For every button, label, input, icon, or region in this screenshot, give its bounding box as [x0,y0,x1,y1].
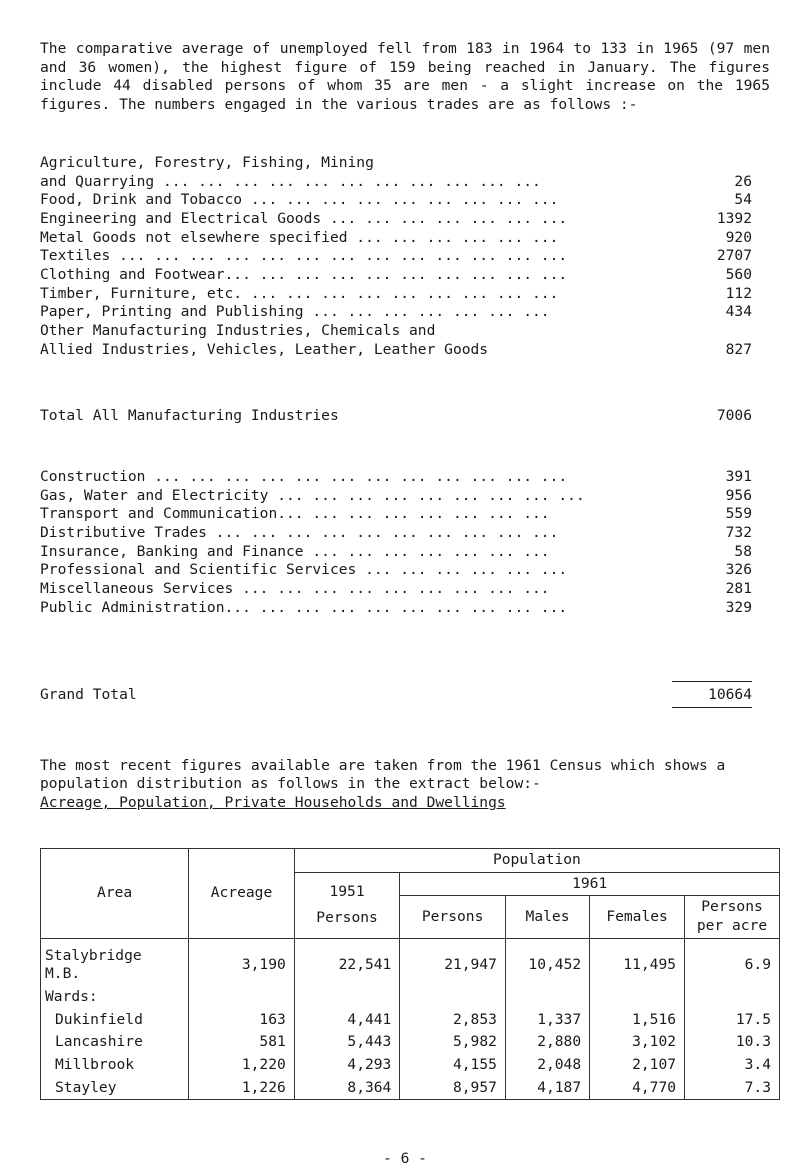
table-row [41,1009,780,1032]
cell-males: 2,048 [505,1054,589,1077]
service-row [40,543,752,562]
service-row [40,505,752,524]
cell-per-acre: 7.3 [685,1077,780,1100]
census-paragraph: The most recent figures available are taken from the 1961 Census which shows a population distribution as follows in the extract below:- [40,756,726,793]
trade-value: 54 [734,191,752,209]
header-persons-per-acre: Persons per acre [685,896,780,938]
header-1951-persons: Persons [316,909,378,927]
table-row [41,986,780,1009]
trade-label: Agriculture, Forestry, Fishing, Mining [40,154,374,171]
service-value: 326 [725,561,752,579]
header-persons: Persons [400,896,506,938]
trade-row [40,285,752,304]
trade-label: Textiles ... ... ... ... ... ... ... ... ... ... ... ... ... [40,247,568,265]
total-manufacturing-label: Total All Manufacturing Industries [40,407,339,424]
service-label: Miscellaneous Services ... ... ... ... ... ... ... ... ... [40,580,550,598]
cell-persons: 21,947 [400,938,506,986]
cell-area: Stayley [41,1077,189,1100]
cell-acreage [189,986,295,1009]
grand-total-top-rule [672,681,752,682]
trade-value: 2707 [716,247,752,265]
header-males: Males [505,896,589,938]
header-females: Females [590,896,685,938]
trade-row [40,173,752,192]
service-label: Construction ... ... ... ... ... ... ... ... ... ... ... ... [40,468,568,485]
trade-label: Clothing and Footwear... ... ... ... ... ... ... ... ... ... [40,266,568,284]
header-population: Population [294,849,779,873]
trade-label: Other Manufacturing Industries, Chemicals and [40,322,436,340]
header-1951-year: 1951 [329,882,365,900]
document-page [40,40,771,1167]
cell-p1951: 8,364 [294,1077,400,1100]
trade-row [40,191,752,210]
service-row [40,561,752,580]
trade-row [40,303,752,322]
cell-area: Stalybridge M.B. [41,938,189,986]
service-row [40,487,752,506]
grand-total-row [40,681,752,708]
trade-value: 920 [725,228,752,246]
intro-paragraph: The comparative average of unemployed fell from 183 in 1964 to 133 in 1965 (97 men and 36 women), the highest figure of 159 being reached in January. The figures include 44 disabled persons of whom 35 are men - a slight increase on the 1965 figures. The numbers engaged in the various trades are as follows :- [40,40,770,114]
trade-label: Engineering and Electrical Goods ... ... ... ... ... ... ... [40,210,568,228]
cell-per-acre: 3.4 [685,1054,780,1077]
trade-value: 112 [725,284,752,302]
trade-value: 434 [725,303,752,321]
cell-p1951: 22,541 [294,938,400,986]
service-value: 329 [725,598,752,616]
cell-per-acre: 6.9 [685,938,780,986]
manufacturing-list [40,154,752,359]
grand-total-value: 10664 [708,686,752,703]
services-list [40,468,752,617]
cell-p1951: 4,441 [294,1009,400,1032]
cell-p1951 [294,986,400,1009]
cell-area: Dukinfield [41,1009,189,1032]
grand-total-label: Grand Total [40,686,137,703]
cell-acreage: 581 [189,1031,295,1054]
cell-per-acre: 17.5 [685,1009,780,1032]
trade-value: 26 [734,172,752,190]
cell-males: 4,187 [505,1077,589,1100]
cell-females: 11,495 [590,938,685,986]
service-value: 58 [734,542,752,560]
trade-row [40,322,752,341]
trade-row [40,154,752,173]
cell-p1951: 5,443 [294,1031,400,1054]
cell-females: 1,516 [590,1009,685,1032]
population-table [40,848,780,1100]
cell-acreage: 1,220 [189,1054,295,1077]
cell-area: Millbrook [41,1054,189,1077]
service-value: 281 [725,580,752,598]
cell-persons [400,986,506,1009]
cell-males: 10,452 [505,938,589,986]
trade-label: Allied Industries, Vehicles, Leather, Leather Goods [40,340,489,358]
cell-females: 2,107 [590,1054,685,1077]
cell-p1951: 4,293 [294,1054,400,1077]
cell-persons: 4,155 [400,1054,506,1077]
trade-row [40,266,752,285]
trade-label: Timber, Furniture, etc. ... ... ... ... ... ... ... ... ... [40,284,559,302]
service-row [40,468,752,487]
cell-acreage: 163 [189,1009,295,1032]
cell-area: Lancashire [41,1031,189,1054]
population-table-body [41,938,780,1100]
service-label: Public Administration... ... ... ... ... ... ... ... ... ... [40,598,568,616]
cell-males: 1,337 [505,1009,589,1032]
cell-males: 2,880 [505,1031,589,1054]
cell-per-acre [685,986,780,1009]
header-area: Area [41,849,189,939]
total-manufacturing-row [40,407,752,426]
grand-total-bottom-rule [672,707,752,708]
cell-persons: 2,853 [400,1009,506,1032]
header-1951 [294,872,400,938]
service-row [40,580,752,599]
cell-area: Wards: [41,986,189,1009]
total-manufacturing-value: 7006 [716,407,752,424]
trade-row [40,341,752,360]
trade-value: 1392 [716,210,752,228]
cell-females: 3,102 [590,1031,685,1054]
service-label: Insurance, Banking and Finance ... ... ... ... ... ... ... [40,542,550,560]
table-row [41,938,780,986]
table-heading: Acreage, Population, Private Households and Dwellings [40,794,506,811]
cell-females [590,986,685,1009]
trade-label: Food, Drink and Tobacco ... ... ... ... ... ... ... ... ... [40,191,559,209]
table-row [41,1077,780,1100]
trade-value: 560 [725,266,752,284]
cell-persons: 5,982 [400,1031,506,1054]
service-label: Gas, Water and Electricity ... ... ... ... ... ... ... ... ... [40,486,585,504]
trade-row [40,247,752,266]
service-row [40,599,752,618]
service-row [40,524,752,543]
cell-acreage: 1,226 [189,1077,295,1100]
trade-label: and Quarrying ... ... ... ... ... ... ... ... ... ... ... [40,172,541,190]
page-number: - 6 - [383,1150,427,1167]
service-label: Professional and Scientific Services ... ... ... ... ... ... [40,561,568,579]
table-row [41,1054,780,1077]
service-value: 391 [725,468,752,485]
service-value: 956 [725,486,752,504]
header-1961: 1961 [400,872,780,896]
cell-females: 4,770 [590,1077,685,1100]
trade-label: Metal Goods not elsewhere specified ... ... ... ... ... ... [40,228,559,246]
cell-acreage: 3,190 [189,938,295,986]
cell-persons: 8,957 [400,1077,506,1100]
service-value: 732 [725,524,752,542]
cell-per-acre: 10.3 [685,1031,780,1054]
table-row [41,1031,780,1054]
trade-label: Paper, Printing and Publishing ... ... ... ... ... ... ... [40,303,550,321]
service-value: 559 [725,505,752,523]
cell-males [505,986,589,1009]
trade-row [40,210,752,229]
service-label: Transport and Communication... ... ... ... ... ... ... ... [40,505,550,523]
trade-row [40,229,752,248]
trade-value: 827 [725,340,752,358]
service-label: Distributive Trades ... ... ... ... ... ... ... ... ... ... [40,524,559,542]
header-acreage: Acreage [189,849,295,939]
